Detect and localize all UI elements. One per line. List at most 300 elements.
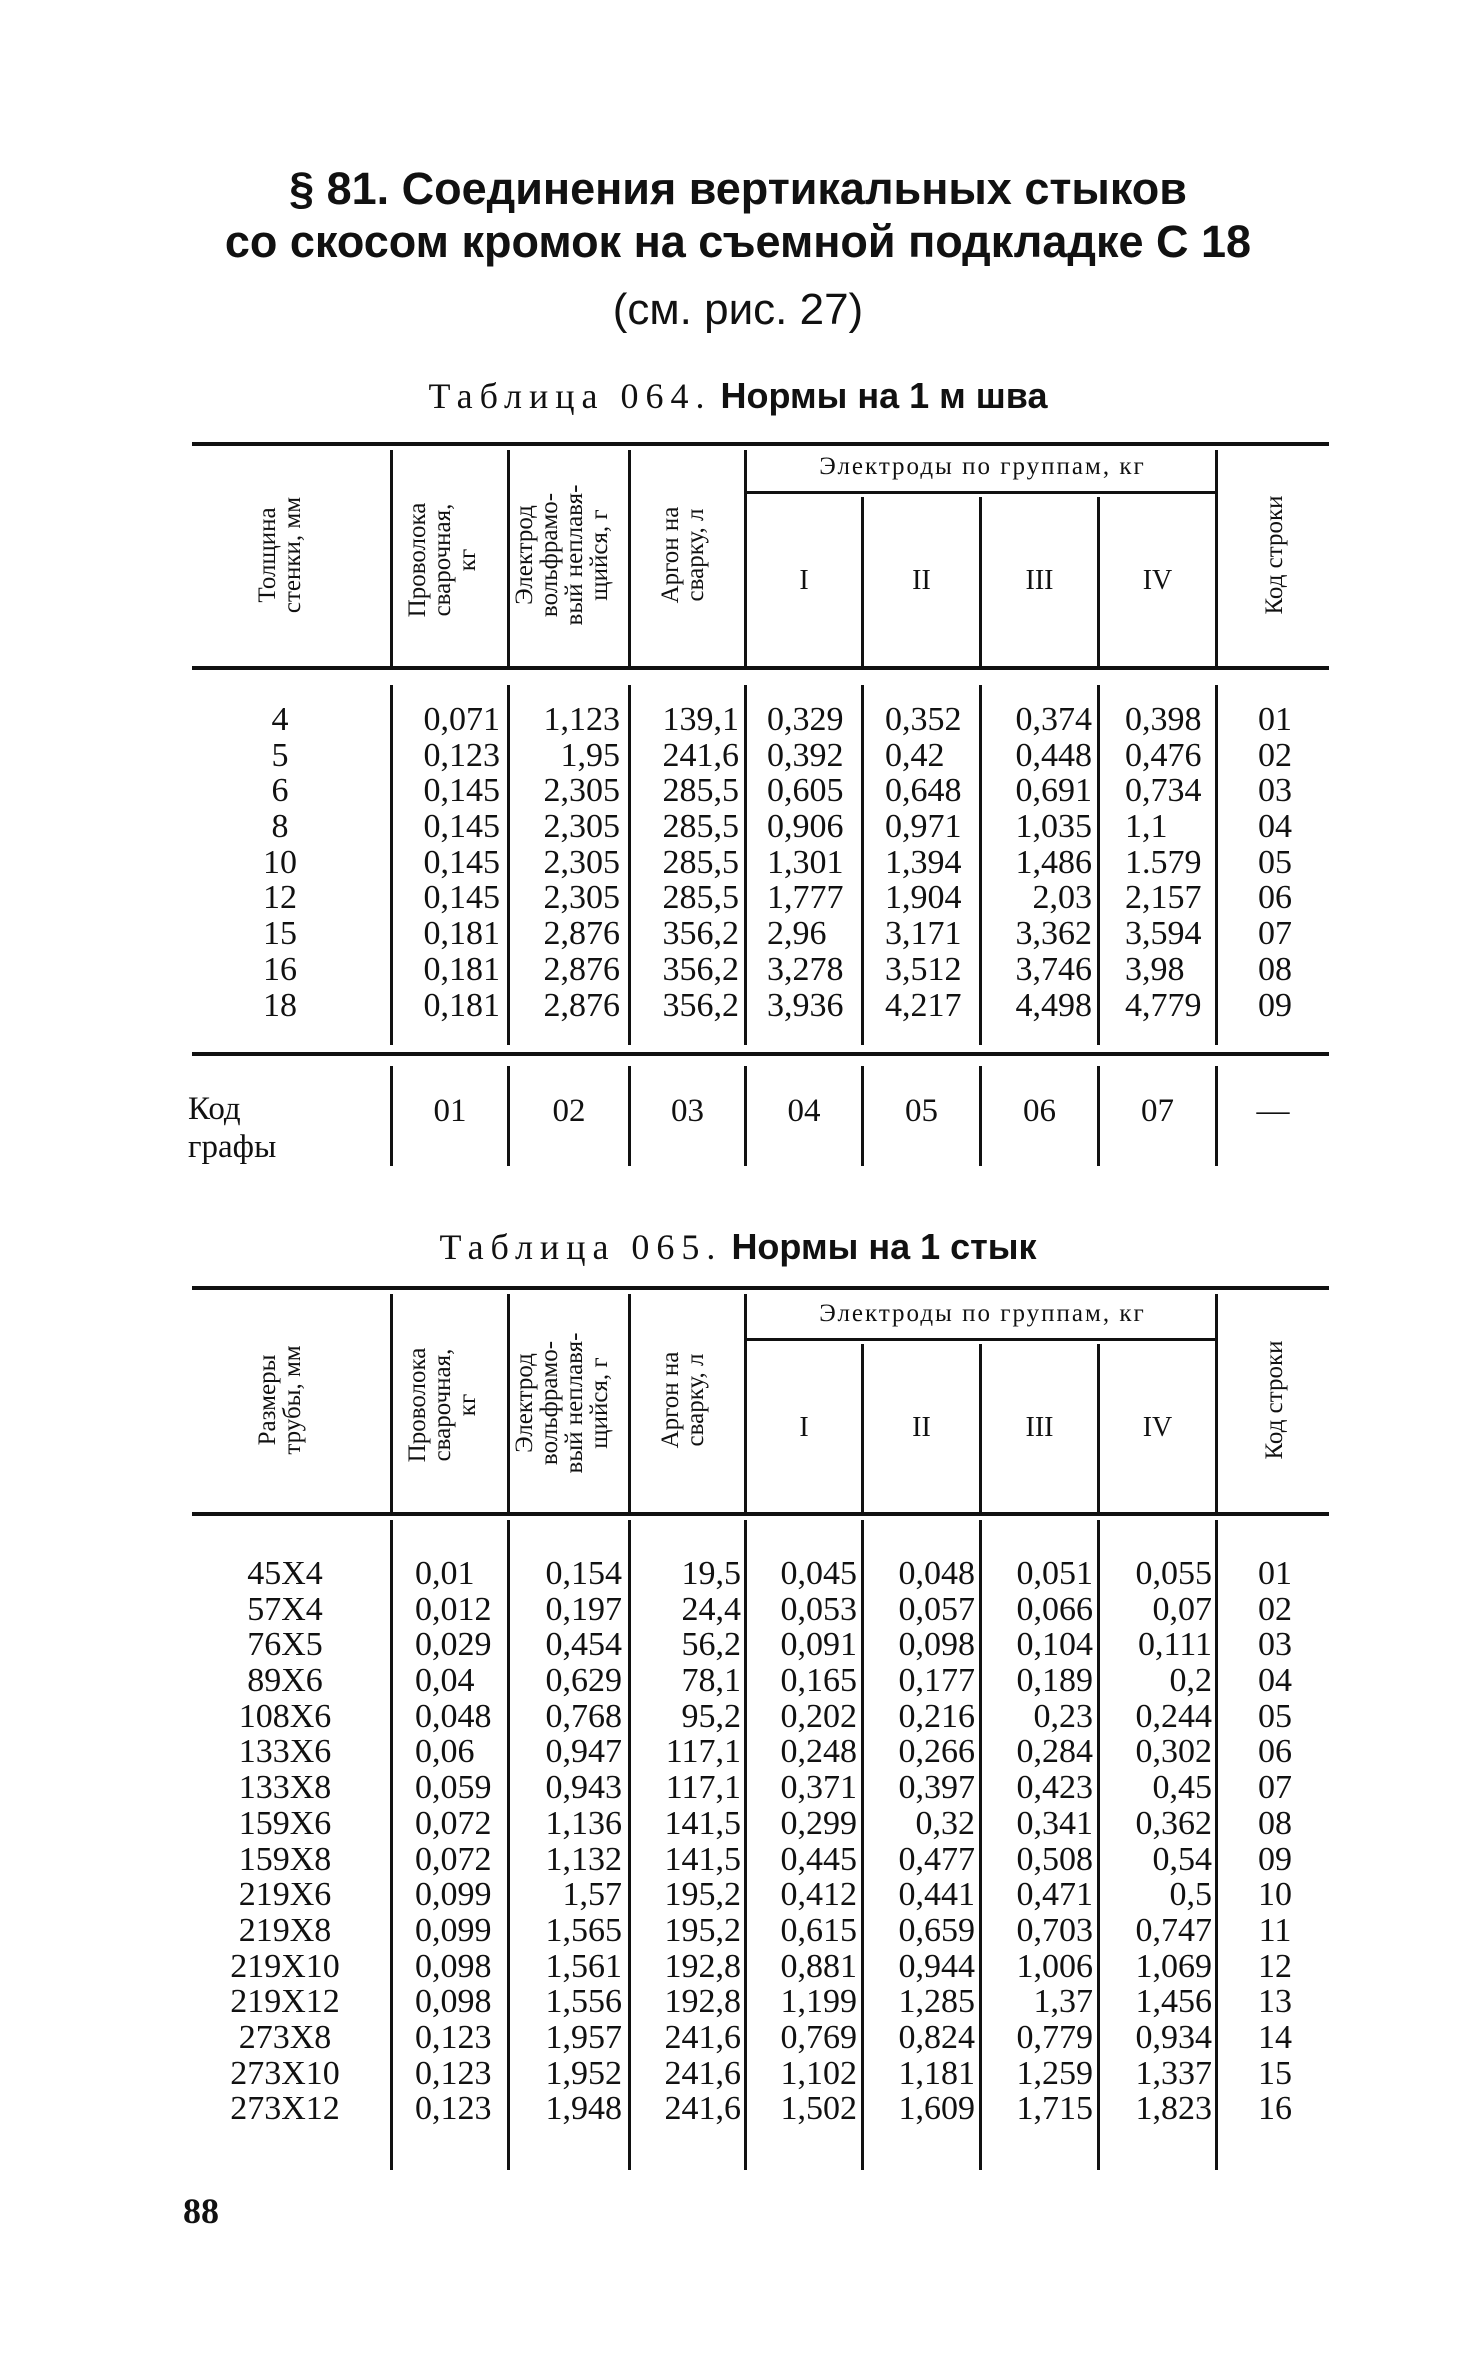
table-cell: 1,337 [1135, 2054, 1212, 2092]
table-cell: 4,779 [1125, 986, 1202, 1024]
table-cell: 0,06 [415, 1733, 475, 1771]
table-cell: 1,609 [898, 2090, 975, 2128]
table-cell: 285,5 [662, 808, 739, 846]
grafa-code: 05 [905, 1093, 938, 1129]
table-cell: 0,476 [1125, 736, 1202, 774]
table-cell: 01 [1258, 701, 1292, 738]
table-cell: 56,2 [681, 1626, 741, 1664]
table-cell: 117,1 [665, 1769, 741, 1807]
table-cell: 1,006 [1016, 1947, 1093, 1985]
table-cell: 0,423 [1016, 1769, 1093, 1807]
table-cell: 0,202 [780, 1697, 857, 1735]
table-cell: 141,5 [664, 1840, 741, 1878]
table-cell: 16 [263, 950, 297, 988]
table-cell: 2,876 [543, 986, 620, 1024]
table-cell: 0,779 [1016, 2018, 1093, 2056]
table-cell: 1.579 [1125, 843, 1202, 881]
table-cell: 0,371 [780, 1769, 857, 1807]
table-cell: 3,936 [767, 986, 844, 1024]
table-cell: 0,051 [1016, 1555, 1093, 1592]
table-064-vrule [390, 450, 393, 666]
table-cell: 02 [1258, 736, 1292, 774]
table-cell: 18 [263, 986, 297, 1024]
col-header-wire: Проволока сварочная, кг [404, 502, 481, 618]
table-cell: 192,8 [664, 1947, 741, 1985]
table-cell: 0,32 [915, 1804, 975, 1842]
table-cell: 89X6 [247, 1662, 323, 1700]
column-thickness [240, 702, 320, 1023]
table-cell: 0,824 [898, 2018, 975, 2056]
col-header-group-iv: IV [1142, 1412, 1173, 1443]
table-cell: 241,6 [662, 736, 739, 774]
table-cell: 1,565 [545, 1911, 622, 1949]
table-cell: 2,305 [543, 772, 620, 810]
table-cell: 141,5 [664, 1804, 741, 1842]
table-cell: 3,746 [1015, 950, 1092, 988]
table-cell: 219X12 [230, 1983, 340, 2021]
table-cell: 2,305 [543, 808, 620, 846]
table-cell: 05 [1258, 843, 1292, 881]
section-subtitle: (см. рис. 27) [612, 285, 864, 334]
grafa-label-line2: графы [188, 1129, 277, 1165]
table-cell: 1,199 [780, 1983, 857, 2021]
table-cell: 1,823 [1135, 2090, 1212, 2128]
table-cell: 0,734 [1125, 772, 1202, 810]
column-group-iv [1125, 702, 1215, 1023]
table-cell: 1,486 [1015, 843, 1092, 881]
table-cell: 3,594 [1125, 915, 1202, 953]
table-cell: 13 [1258, 1983, 1292, 2021]
table-cell: 15 [263, 915, 297, 953]
table-064-header-rule [192, 666, 1329, 670]
table-cell: 0,216 [898, 1697, 975, 1735]
table-cell: 0,048 [415, 1697, 492, 1735]
table-cell: 285,5 [662, 879, 739, 917]
table-cell: 1,95 [560, 736, 620, 774]
grafa-label-line1: Код [188, 1091, 241, 1127]
table-cell: 2,305 [543, 879, 620, 917]
table-cell: 356,2 [662, 950, 739, 988]
table-cell: 05 [1258, 1697, 1292, 1735]
table-064-vrule [744, 450, 747, 666]
table-064-group-rule [744, 491, 1217, 494]
table-cell: 0,943 [545, 1769, 622, 1807]
table-cell: 95,2 [681, 1697, 741, 1735]
table-cell: 76X5 [247, 1626, 323, 1664]
table-cell: 0,944 [898, 1947, 975, 1985]
col-header-group-i: I [799, 565, 809, 596]
column-group-ii [864, 1556, 975, 2127]
table-cell: 0,123 [415, 2054, 492, 2092]
table-cell: 0,072 [415, 1840, 492, 1878]
table-065-caption-title: Нормы на 1 стык [731, 1226, 1037, 1267]
table-cell: 0,947 [545, 1733, 622, 1771]
table-cell: 0,477 [898, 1840, 975, 1878]
table-065-header-rule [192, 1512, 1329, 1516]
table-cell: 0,012 [415, 1590, 492, 1628]
table-065-vrule [390, 1520, 393, 2170]
col-header-group-iii: III [1025, 565, 1054, 596]
table-cell: 0,248 [780, 1733, 857, 1771]
table-cell: 0,01 [415, 1555, 475, 1592]
table-cell: 159X8 [238, 1840, 332, 1878]
table-cell: 133X6 [238, 1733, 332, 1771]
grafa-code: 04 [787, 1093, 821, 1129]
grafa-code: 01 [433, 1093, 467, 1129]
table-cell: 0,906 [767, 808, 844, 846]
table-cell: 0,029 [415, 1626, 492, 1664]
table-cell: 0,165 [780, 1662, 857, 1700]
table-cell: 117,1 [665, 1733, 741, 1771]
table-cell: 1,502 [780, 2090, 857, 2128]
table-cell: 0,098 [415, 1947, 492, 1985]
table-cell: 1,556 [545, 1983, 622, 2021]
col-header-group-iii: III [1025, 1412, 1054, 1443]
table-065-vrule [390, 1294, 393, 1512]
table-cell: 0,177 [898, 1662, 975, 1700]
table-cell: 0,42 [885, 736, 945, 774]
table-064-vrule [744, 685, 747, 1045]
table-cell: 14 [1258, 2018, 1292, 2056]
table-cell: 0,197 [545, 1590, 622, 1628]
table-cell: 03 [1258, 1626, 1292, 1664]
column-tungsten [510, 1556, 622, 2127]
table-cell: 0,691 [1015, 772, 1092, 810]
table-cell: 1,952 [545, 2054, 622, 2092]
table-cell: 0,059 [415, 1769, 492, 1807]
table-cell: 219X8 [238, 1911, 332, 1949]
table-064-vrule [507, 450, 510, 666]
grafa-code: 03 [671, 1093, 704, 1129]
table-cell: 356,2 [662, 986, 739, 1024]
table-cell: 0,441 [898, 1876, 975, 1914]
table-cell: 0,266 [898, 1733, 975, 1771]
grafa-code: 07 [1141, 1093, 1174, 1129]
col-header-row-code: Код строки [1261, 495, 1288, 615]
table-065-top-rule [192, 1286, 1329, 1290]
table-cell: 0,098 [415, 1983, 492, 2021]
table-cell: 4,217 [885, 986, 962, 1024]
table-cell: 241,6 [664, 2090, 741, 2128]
table-064-top-rule [192, 442, 1329, 446]
table-cell: 356,2 [662, 915, 739, 953]
table-cell: 0,302 [1135, 1733, 1212, 1771]
table-cell: 0,768 [545, 1697, 622, 1735]
table-cell: 139,1 [662, 701, 739, 738]
page-number: 88 [183, 2191, 219, 2231]
table-cell: 195,2 [664, 1911, 741, 1949]
table-cell: 1,777 [767, 879, 844, 917]
table-cell: 1,035 [1015, 808, 1092, 846]
table-cell: 19,5 [681, 1555, 741, 1592]
table-cell: 02 [1258, 1590, 1292, 1628]
table-cell: 1,456 [1135, 1983, 1212, 2021]
table-cell: 0,145 [423, 879, 500, 917]
table-cell: 0,284 [1016, 1733, 1093, 1771]
table-cell: 5 [271, 736, 289, 774]
table-065-vrule [507, 1294, 510, 1512]
section-title-line2: со скосом кромок на съемной подкладке С 18 [224, 216, 1252, 267]
table-cell: 0,629 [545, 1662, 622, 1700]
grafa-label [188, 1090, 276, 1166]
table-064-vrule [861, 685, 864, 1045]
table-cell: 0,2 [1169, 1662, 1212, 1700]
table-cell: 0,057 [898, 1590, 975, 1628]
table-cell: 0,123 [415, 2018, 492, 2056]
table-cell: 1,1 [1125, 808, 1168, 846]
table-cell: 0,398 [1125, 701, 1202, 738]
table-cell: 0,605 [767, 772, 844, 810]
col-header-row-code: Код строки [1261, 1340, 1288, 1460]
table-065-group-rule [744, 1338, 1217, 1341]
table-cell: 0,329 [767, 701, 844, 738]
table-cell: 45X4 [247, 1555, 323, 1592]
table-cell: 08 [1258, 1804, 1292, 1842]
table-cell: 1,57 [562, 1876, 622, 1914]
column-group-ii [885, 702, 979, 1023]
table-cell: 08 [1258, 950, 1292, 988]
grafa-code: — [1256, 1093, 1290, 1129]
table-065-vrule [1215, 1294, 1218, 1512]
table-cell: 0,045 [780, 1555, 857, 1592]
col-header-group-ii: II [912, 1412, 931, 1443]
table-cell: 12 [263, 879, 297, 917]
table-cell: 0,703 [1016, 1911, 1093, 1949]
table-cell: 12 [1258, 1947, 1292, 1985]
table-cell: 0,07 [1152, 1590, 1212, 1628]
table-065-vrule [744, 1294, 747, 1512]
col-header-argon: Аргон на сварку, л [657, 506, 709, 604]
table-cell: 1,123 [543, 701, 620, 738]
table-cell: 3,98 [1125, 950, 1185, 988]
table-cell: 2,96 [767, 915, 827, 953]
table-cell: 1,102 [780, 2054, 857, 2092]
table-cell: 3,171 [885, 915, 962, 953]
table-cell: 0,397 [898, 1769, 975, 1807]
column-tungsten [510, 702, 620, 1023]
table-cell: 0,123 [423, 736, 500, 774]
table-cell: 0,066 [1016, 1590, 1093, 1628]
table-064-body-rule [192, 1052, 1329, 1056]
table-cell: 133X8 [238, 1769, 332, 1807]
table-cell: 0,145 [423, 772, 500, 810]
table-cell: 1,259 [1016, 2054, 1093, 2092]
table-cell: 1,181 [898, 2054, 975, 2092]
table-064-caption-title: Нормы на 1 м шва [720, 375, 1048, 416]
table-cell: 09 [1258, 1840, 1292, 1878]
table-cell: 0,104 [1016, 1626, 1093, 1664]
column-group-i [767, 702, 861, 1023]
table-cell: 219X10 [230, 1947, 340, 1985]
table-064-caption-word: Таблица 064. [428, 376, 712, 416]
table-cell: 0,508 [1016, 1840, 1093, 1878]
table-cell: 06 [1258, 1733, 1292, 1771]
table-cell: 1,394 [885, 843, 962, 881]
table-cell: 0,454 [545, 1626, 622, 1664]
table-cell: 1,715 [1016, 2090, 1093, 2128]
table-cell: 1,37 [1033, 1983, 1093, 2021]
column-group-iii [982, 1556, 1093, 2127]
table-cell: 0,244 [1135, 1697, 1212, 1735]
table-cell: 15 [1258, 2054, 1292, 2092]
table-065-caption [0, 1226, 1476, 1268]
table-cell: 04 [1258, 808, 1292, 846]
table-cell: 07 [1258, 915, 1292, 953]
table-cell: 2,305 [543, 843, 620, 881]
table-064-vrule [1215, 685, 1218, 1045]
table-cell: 0,659 [898, 1911, 975, 1949]
column-pipe-size [205, 1556, 365, 2127]
table-cell: 1,136 [545, 1804, 622, 1842]
table-cell: 0,299 [780, 1804, 857, 1842]
table-cell: 0,471 [1016, 1876, 1093, 1914]
table-cell: 0,881 [780, 1947, 857, 1985]
table-cell: 0,971 [885, 808, 962, 846]
table-cell: 01 [1258, 1555, 1292, 1592]
table-065-vrule [1215, 1520, 1218, 2170]
column-wire [415, 1556, 507, 2127]
table-cell: 285,5 [662, 772, 739, 810]
table-cell: 1,301 [767, 843, 844, 881]
table-cell: 0,111 [1138, 1626, 1212, 1664]
table-cell: 1,948 [545, 2090, 622, 2128]
table-064-caption [0, 375, 1476, 417]
table-cell: 0,091 [780, 1626, 857, 1664]
table-064-vrule [1215, 450, 1218, 666]
table-cell: 57X4 [247, 1590, 323, 1628]
column-wire [393, 702, 500, 1023]
table-cell: 0,448 [1015, 736, 1092, 774]
grafa-code: 06 [1023, 1093, 1056, 1129]
table-cell: 6 [271, 772, 289, 810]
table-cell: 0,099 [415, 1876, 492, 1914]
table-cell: 0,23 [1033, 1697, 1093, 1735]
table-cell: 04 [1258, 1662, 1292, 1700]
table-cell: 2,157 [1125, 879, 1202, 917]
column-group-iv [1100, 1556, 1212, 2127]
column-group-iii [982, 702, 1092, 1023]
col-header-electrode-groups: Электроды по группам, кг [819, 1300, 1146, 1327]
table-cell: 0,54 [1152, 1840, 1212, 1878]
grafa-code: 02 [552, 1093, 586, 1129]
table-cell: 0,098 [898, 1626, 975, 1664]
column-row-code [1240, 1556, 1310, 2127]
table-cell: 07 [1258, 1769, 1292, 1807]
table-cell: 241,6 [664, 2054, 741, 2092]
table-cell: 2,876 [543, 915, 620, 953]
table-cell: 4,498 [1015, 986, 1092, 1024]
table-cell: 195,2 [664, 1876, 741, 1914]
col-header-wire: Проволока сварочная, кг [404, 1347, 481, 1463]
table-cell: 0,341 [1016, 1804, 1093, 1842]
table-cell: 0,747 [1135, 1911, 1212, 1949]
table-cell: 0,769 [780, 2018, 857, 2056]
col-header-tungsten: Электрод вольфрамо- вый неплавя- щийся, г [511, 1332, 613, 1474]
table-cell: 1,904 [885, 879, 962, 917]
table-cell: 0,145 [423, 843, 500, 881]
table-cell: 1,069 [1135, 1947, 1212, 1985]
table-cell: 0,352 [885, 701, 962, 738]
table-cell: 273X10 [230, 2054, 340, 2092]
table-cell: 0,362 [1135, 1804, 1212, 1842]
table-cell: 1,957 [545, 2018, 622, 2056]
table-cell: 0,648 [885, 772, 962, 810]
table-cell: 03 [1258, 772, 1292, 810]
table-cell: 0,04 [415, 1662, 475, 1700]
table-cell: 2,03 [1032, 879, 1092, 917]
section-title-line1: § 81. Соединения вертикальных стыков [289, 163, 1187, 214]
table-cell: 0,154 [545, 1555, 622, 1592]
table-cell: 0,412 [780, 1876, 857, 1914]
table-cell: 0,181 [423, 915, 500, 953]
col-header-group-iv: IV [1142, 565, 1173, 596]
table-cell: 273X8 [238, 2018, 332, 2056]
table-cell: 285,5 [662, 843, 739, 881]
table-cell: 3,278 [767, 950, 844, 988]
table-cell: 0,071 [423, 701, 500, 738]
col-header-tungsten: Электрод вольфрамо- вый неплавя- щийся, г [511, 484, 613, 626]
table-cell: 0,145 [423, 808, 500, 846]
col-header-pipe-size: Размеры трубы, мм [254, 1345, 306, 1455]
table-cell: 0,053 [780, 1590, 857, 1628]
column-argon [631, 1556, 741, 2127]
table-cell: 78,1 [681, 1662, 741, 1700]
table-064-vrule [1097, 685, 1100, 1045]
table-cell: 192,8 [664, 1983, 741, 2021]
table-cell: 06 [1258, 879, 1292, 917]
table-cell: 159X6 [238, 1804, 332, 1842]
table-064-vrule [628, 450, 631, 666]
table-cell: 1,285 [898, 1983, 975, 2021]
table-cell: 2,876 [543, 950, 620, 988]
table-cell: 0,392 [767, 736, 844, 774]
table-cell: 8 [271, 808, 289, 846]
column-argon [631, 702, 739, 1023]
table-cell: 0,934 [1135, 2018, 1212, 2056]
table-cell: 0,615 [780, 1911, 857, 1949]
table-cell: 1,132 [545, 1840, 622, 1878]
table-cell: 16 [1258, 2090, 1292, 2128]
table-cell: 24,4 [681, 1590, 741, 1628]
table-065-caption-word: Таблица 065. [439, 1227, 723, 1267]
table-cell: 241,6 [664, 2018, 741, 2056]
table-cell: 108X6 [238, 1697, 332, 1735]
table-cell: 0,181 [423, 986, 500, 1024]
table-cell: 0,374 [1015, 701, 1092, 738]
table-cell: 273X12 [230, 2090, 340, 2128]
table-cell: 0,45 [1152, 1769, 1212, 1807]
table-cell: 0,445 [780, 1840, 857, 1878]
table-cell: 0,055 [1135, 1555, 1212, 1592]
table-cell: 0,099 [415, 1911, 492, 1949]
table-cell: 10 [1258, 1876, 1292, 1914]
col-header-argon: Аргон на сварку, л [657, 1351, 709, 1449]
column-row-code [1240, 702, 1310, 1023]
table-cell: 0,123 [415, 2090, 492, 2128]
table-cell: 0,048 [898, 1555, 975, 1592]
table-cell: 3,512 [885, 950, 962, 988]
table-cell: 3,362 [1015, 915, 1092, 953]
table-cell: 219X6 [238, 1876, 332, 1914]
column-group-i [747, 1556, 857, 2127]
table-cell: 1,561 [545, 1947, 622, 1985]
table-cell: 0,5 [1169, 1876, 1212, 1914]
col-header-thickness: Толщина стенки, мм [254, 496, 306, 614]
table-cell: 09 [1258, 986, 1292, 1024]
table-cell: 0,072 [415, 1804, 492, 1842]
col-header-electrode-groups: Электроды по группам, кг [819, 453, 1146, 480]
table-cell: 11 [1258, 1911, 1292, 1949]
